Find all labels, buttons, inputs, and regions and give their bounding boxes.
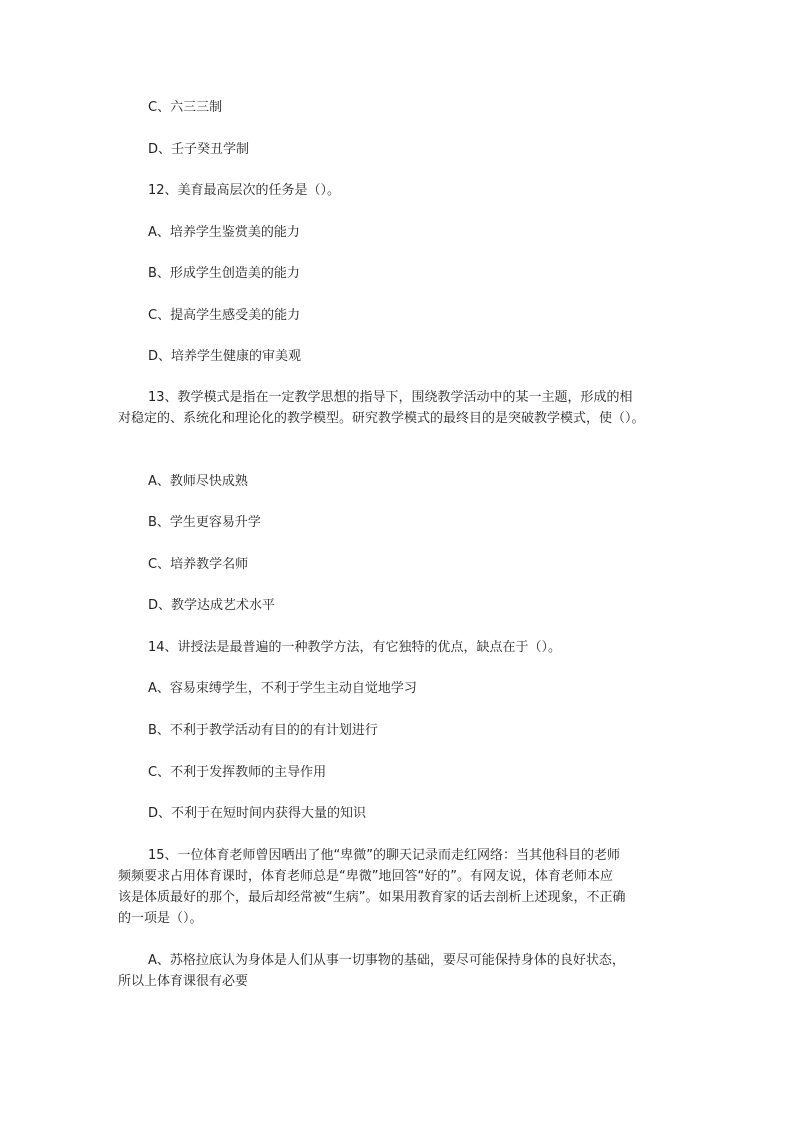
q14-option-a: A、容易束缚学生，不利于学生主动自觉地学习 [148, 681, 417, 696]
q11-option-c: C、六三三制 [148, 100, 223, 115]
q12-question: 12、美育最高层次的任务是（）。 [148, 183, 341, 198]
q13-question-line-2: 对稳定的、系统化和理论化的教学模型。研究教学模式的最终目的是突破教学模式，使（）。 [118, 411, 645, 426]
q13-option-a: A、教师尽快成熟 [148, 474, 248, 489]
q14-option-d: D、不利于在短时间内获得大量的知识 [148, 806, 367, 821]
q15-question-line-2: 频频要求占用体育课时，体育老师总是“卑微”地回答“好的”。有网友说，体育老师本应 [118, 869, 613, 884]
q12-option-a: A、培养学生鉴赏美的能力 [148, 225, 300, 240]
q13-option-b: B、学生更容易升学 [148, 515, 261, 530]
q13-option-d: D、教学达成艺术水平 [148, 598, 276, 613]
q15-question-line-3: 该是体质最好的那个，最后却经常被“生病”。如果用教育家的话去剖析上述现象，不正确 [118, 890, 626, 905]
q14-option-c: C、不利于发挥教师的主导作用 [148, 765, 327, 780]
q14-option-b: B、不利于教学活动有目的的有计划进行 [148, 723, 378, 738]
q15-option-a-line-1: A、苏格拉底认为身体是人们从事一切事物的基础，要尽可能保持身体的良好状态， [148, 953, 625, 968]
q15-question-line-1: 15、一位体育老师曾因晒出了他“卑微”的聊天记录而走红网络：当其他科目的老师 [148, 848, 621, 863]
q12-option-c: C、提高学生感受美的能力 [148, 308, 301, 323]
q15-question-line-4: 的一项是（）。 [118, 911, 203, 926]
q15-option-a-line-2: 所以上体育课很有必要 [118, 974, 249, 989]
q12-option-d: D、培养学生健康的审美观 [148, 349, 302, 364]
q11-option-d: D、壬子癸丑学制 [148, 142, 250, 157]
q13-option-c: C、培养教学名师 [148, 557, 249, 572]
q12-option-b: B、形成学生创造美的能力 [148, 266, 300, 281]
q13-question-line-1: 13、教学模式是指在一定教学思想的指导下，围绕教学活动中的某一主题，形成的相 [148, 390, 633, 405]
q14-question: 14、讲授法是最普遍的一种教学方法，有它独特的优点，缺点在于（）。 [148, 640, 562, 655]
